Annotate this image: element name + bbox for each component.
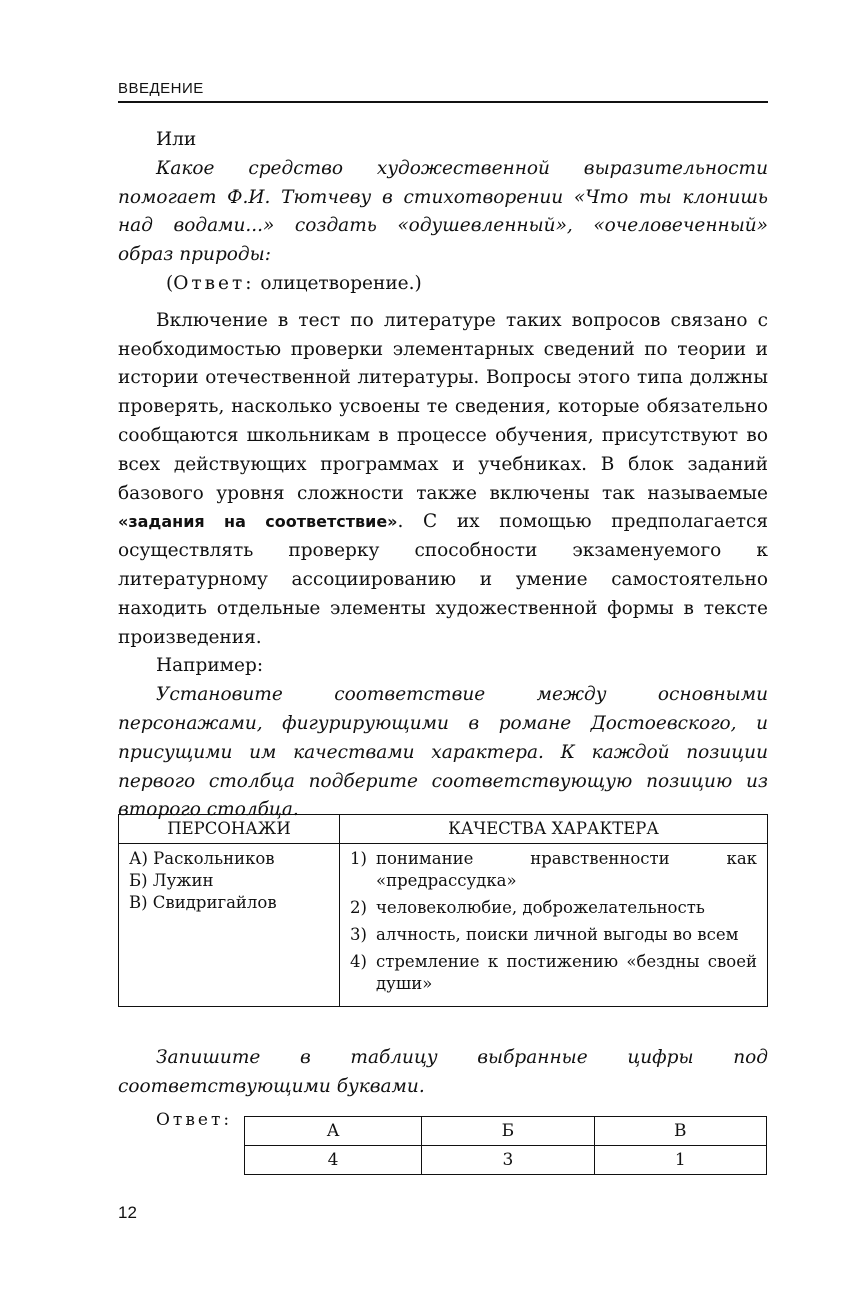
characters-cell	[119, 844, 340, 1007]
match-table-header-row	[119, 815, 768, 844]
character-item: В) Свидригайлов	[129, 893, 277, 912]
answer-label: Ответ:	[156, 1110, 233, 1130]
answer-letter: А	[245, 1117, 422, 1146]
character-item: А) Раскольников	[129, 849, 275, 868]
header-qualities: КАЧЕСТВА ХАРАКТЕРА	[340, 815, 768, 844]
match-table	[118, 814, 768, 1007]
main-paragraph-part2: . С их помощью предполагается осуществлять проверку способности экзаменуемого к литературному ассоциированию и умение самостоятельно находить отдельные элементы художественной формы в тексте произведения.	[118, 511, 768, 648]
answer-digit: 4	[245, 1146, 422, 1175]
quality-item: 4) стремление к постижению «бездны своей души»	[350, 952, 757, 993]
answer-open-paren: (	[166, 272, 174, 294]
qualities-cell	[340, 844, 768, 1007]
running-header: ВВЕДЕНИЕ	[118, 80, 768, 103]
answer-line	[118, 270, 768, 299]
header-characters: ПЕРСОНАЖИ	[119, 815, 340, 844]
question-text: Какое средство художественной выразительности помогает Ф.И. Тютчеву в стихотворении «Что ты клонишь над водами...» создать «одушевленный», «очеловеченный» образ природы:	[118, 157, 768, 266]
quality-item: 2) человеколюбие, доброжелательность	[350, 898, 705, 917]
answer-letter: В	[594, 1117, 766, 1146]
match-table-body-row	[119, 844, 768, 1007]
main-paragraph-part1: Включение в тест по литературе таких вопросов связано с необходимостью проверки элементарных сведений по теории и истории отечественной литературы. Вопросы этого типа должны проверять, насколько усвоены те сведения, которые обязательно сообщаются школьникам в процессе обучения, присутствуют во всех действующих программах и учебниках. В блок заданий базового уровня сложности также включены так называемые	[118, 309, 768, 504]
main-paragraph	[118, 307, 768, 653]
main-paragraph-bold: «задания на соответствие»	[118, 512, 398, 532]
or-label: Или	[156, 129, 197, 150]
answer-table	[244, 1116, 767, 1175]
example-label: Например:	[156, 655, 264, 677]
quality-item: 1) понимание нравственности как «предрассудка»	[350, 849, 757, 890]
answer-value: олицетворение.)	[260, 272, 422, 294]
answer-word: Ответ:	[173, 272, 255, 294]
page-number: 12	[118, 1203, 137, 1222]
quality-item: 3) алчность, поиски личной выгоды во всем	[350, 925, 739, 944]
answer-digit: 3	[422, 1146, 594, 1175]
answer-letter: Б	[422, 1117, 594, 1146]
answer-digits-row	[245, 1146, 767, 1175]
character-item: Б) Лужин	[129, 871, 214, 890]
instruction-text: Запишите в таблицу выбранные цифры под соответствующими буквами.	[118, 1047, 768, 1097]
answer-digit: 1	[594, 1146, 766, 1175]
body-text	[118, 126, 768, 825]
task-text: Установите соответствие между основными персонажами, фигурирующими в романе Достоевского, и присущими им качествами характера. К каждой позиции первого столбца подберите соответствующую позицию из второго столбца.	[118, 684, 768, 821]
answer-letters-row	[245, 1117, 767, 1146]
